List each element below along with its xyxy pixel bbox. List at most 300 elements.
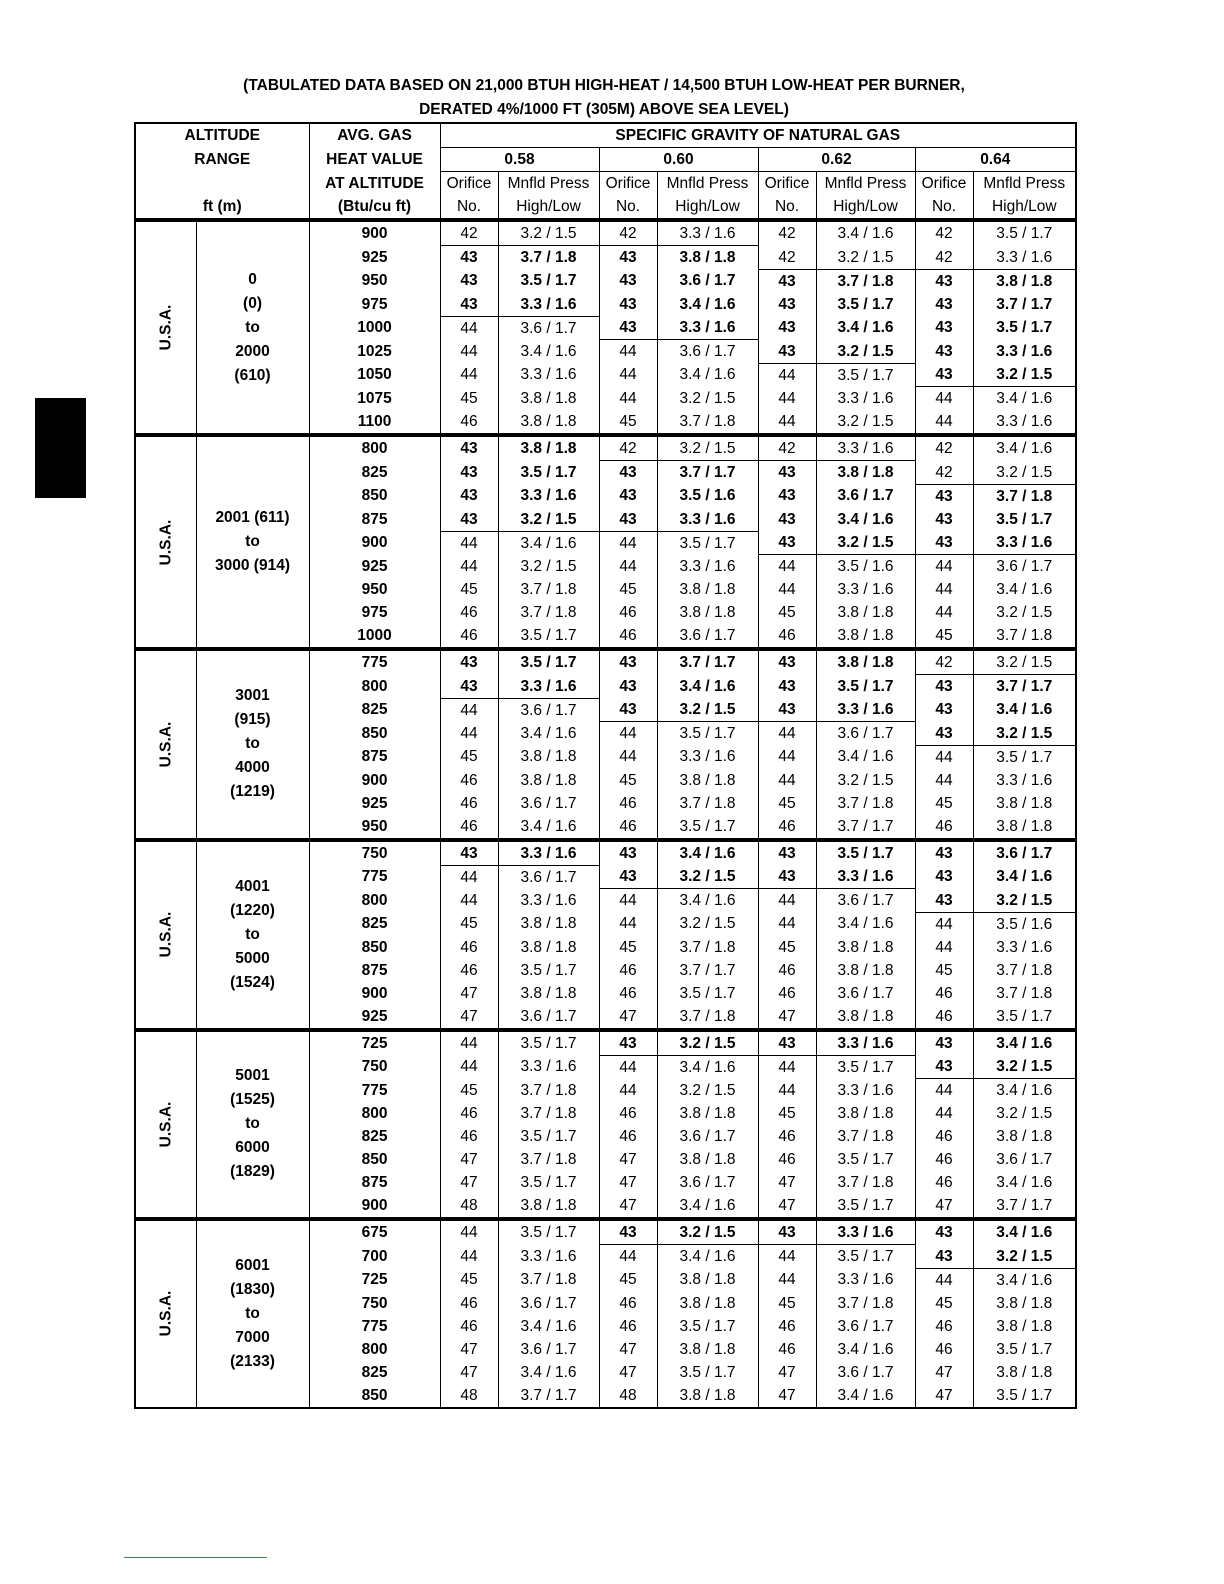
manifold-pressure-cell: 3.4 / 1.6 [816,1384,915,1408]
orifice-number-cell: 42 [599,435,657,461]
heat-value-cell: 1000 [309,316,440,340]
orifice-number-cell: 46 [758,1315,816,1338]
orifice-number-cell: 43 [599,508,657,532]
manifold-pressure-cell: 3.6 / 1.7 [657,269,758,293]
orifice-number-cell: 45 [915,1292,973,1315]
manifold-pressure-cell: 3.5 / 1.7 [498,959,599,982]
orifice-number-cell: 46 [758,982,816,1005]
orifice-number-cell: 43 [599,865,657,889]
altitude-range-cell [196,1030,309,1220]
heat-value-cell: 950 [309,578,440,601]
orifice-number-cell: 45 [915,624,973,649]
orifice-number-cell: 42 [915,461,973,485]
heat-value-cell: 775 [309,1079,440,1103]
orifice-number-cell: 44 [599,745,657,769]
header-blank [135,172,309,196]
manifold-pressure-cell: 3.4 / 1.6 [973,1079,1076,1103]
manifold-pressure-cell: 3.5 / 1.7 [973,1384,1076,1408]
manifold-pressure-cell: 3.8 / 1.8 [657,1384,758,1408]
manifold-pressure-cell: 3.4 / 1.6 [816,745,915,769]
manifold-pressure-cell: 3.3 / 1.6 [973,246,1076,270]
orifice-number-cell: 45 [440,1268,498,1292]
orifice-number-cell: 43 [915,675,973,699]
manifold-pressure-cell: 3.2 / 1.5 [657,1219,758,1245]
heat-value-cell: 900 [309,531,440,555]
heat-value-cell: 825 [309,698,440,722]
heat-value-cell: 850 [309,484,440,508]
manifold-pressure-cell: 3.8 / 1.8 [816,959,915,982]
manifold-pressure-cell: 3.7 / 1.7 [498,1384,599,1408]
orifice-number-cell: 45 [758,792,816,815]
orifice-number-cell: 44 [758,410,816,435]
manifold-pressure-cell: 3.6 / 1.7 [498,1005,599,1030]
altitude-range-line: (1220) [230,901,275,919]
manifold-pressure-cell: 3.3 / 1.6 [657,220,758,246]
orifice-number-cell: 43 [758,1219,816,1245]
manifold-pressure-cell: 3.3 / 1.6 [498,484,599,508]
manifold-pressure-cell: 3.4 / 1.6 [973,1268,1076,1292]
orifice-number-cell: 44 [599,1245,657,1269]
orifice-number-cell: 42 [758,435,816,461]
manifold-pressure-cell: 3.6 / 1.7 [816,982,915,1005]
orifice-number-cell: 47 [440,982,498,1005]
region-cell [135,220,196,435]
manifold-pressure-cell: 3.4 / 1.6 [498,722,599,746]
manifold-pressure-cell: 3.6 / 1.7 [816,722,915,746]
altitude-range-line: to [245,1115,260,1133]
table-row [135,1030,1076,1056]
manifold-pressure-cell: 3.6 / 1.7 [498,1292,599,1315]
orifice-number-cell: 43 [915,508,973,532]
heat-value-cell: 850 [309,722,440,746]
range-header: RANGE [194,151,251,168]
orifice-number-cell: 43 [915,531,973,555]
heat-value-cell: 1075 [309,387,440,411]
heat-value-cell: 800 [309,675,440,699]
manifold-pressure-cell: 3.8 / 1.8 [816,461,915,485]
orifice-number-cell: 46 [758,1148,816,1171]
manifold-pressure-cell: 3.7 / 1.8 [498,578,599,601]
region-label: U.S.A. [157,1101,175,1148]
manifold-pressure-cell: 3.7 / 1.7 [657,649,758,675]
altitude-range-cell [196,435,309,649]
manifold-pressure-cell: 3.3 / 1.6 [498,363,599,387]
orifice-number-cell: 44 [440,865,498,889]
orifice-number-cell: 45 [440,578,498,601]
heat-value-cell: 775 [309,1315,440,1338]
orifice-number-cell: 43 [915,840,973,866]
region-label: U.S.A. [157,911,175,958]
manifold-pressure-cell: 3.7 / 1.8 [816,1292,915,1315]
orifice-number-cell: 45 [440,387,498,411]
orifice-number-cell: 44 [599,555,657,579]
orifice-number-cell: 45 [440,912,498,936]
orifice-number-cell: 46 [915,1148,973,1171]
orifice-number-cell: 42 [758,220,816,246]
orifice-number-cell: 46 [599,1315,657,1338]
manifold-pressure-cell: 3.8 / 1.8 [816,624,915,649]
orifice-number-cell: 44 [599,387,657,411]
orifice-number-cell: 43 [599,649,657,675]
orifice-number-cell: 44 [440,316,498,340]
orifice-number-cell: 43 [915,722,973,746]
orifice-number-cell: 44 [915,745,973,769]
orifice-number-cell: 44 [915,1079,973,1103]
table-row [135,435,1076,461]
manifold-pressure-cell: 3.4 / 1.6 [973,1219,1076,1245]
manifold-pressure-cell: 3.7 / 1.8 [657,936,758,959]
manifold-pressure-cell: 3.7 / 1.8 [816,1171,915,1194]
manifold-pressure-cell: 3.6 / 1.7 [973,555,1076,579]
altitude-range-line: 2000 [235,342,270,360]
orifice-number-cell: 42 [915,435,973,461]
orifice-number-cell: 44 [915,1102,973,1125]
orifice-number-cell: 46 [440,769,498,792]
orifice-number-cell: 44 [915,601,973,624]
manifold-pressure-cell: 3.5 / 1.7 [816,293,915,317]
altitude-range-line: (1524) [230,973,275,991]
specific-gravity-header: SPECIFIC GRAVITY OF NATURAL GAS [440,123,1076,148]
heat-value-cell: 925 [309,792,440,815]
manifold-pressure-cell: 3.4 / 1.6 [657,293,758,317]
orifice-number-cell: 43 [440,840,498,866]
orifice-number-cell: 46 [599,624,657,649]
manifold-pressure-cell: 3.4 / 1.6 [973,387,1076,411]
manifold-pressure-cell: 3.6 / 1.7 [498,865,599,889]
manifold-pressure-cell: 3.8 / 1.8 [973,1125,1076,1148]
orifice-number-cell: 46 [440,601,498,624]
altitude-range-line: to [245,735,260,753]
orifice-no-header: No. [599,195,657,220]
heat-value-cell: 900 [309,769,440,792]
heat-value-cell: 850 [309,936,440,959]
gravity-058-header: 0.58 [440,148,599,172]
table-title-line-1: (TABULATED DATA BASED ON 21,000 BTUH HIGH-HEAT / 14,500 BTUH LOW-HEAT PER BURNER, [243,77,965,94]
heat-value-cell: 900 [309,982,440,1005]
heat-value-cell: 875 [309,745,440,769]
manifold-pressure-cell: 3.7 / 1.8 [498,1102,599,1125]
orifice-number-cell: 46 [599,601,657,624]
orifice-number-cell: 43 [599,675,657,699]
manifold-pressure-cell: 3.7 / 1.8 [973,982,1076,1005]
orifice-number-cell: 46 [440,1292,498,1315]
orifice-number-cell: 46 [758,815,816,840]
orifice-number-cell: 43 [440,649,498,675]
manifold-pressure-cell: 3.6 / 1.7 [816,1361,915,1384]
orifice-number-cell: 47 [758,1171,816,1194]
orifice-number-cell: 43 [599,246,657,270]
region-cell [135,435,196,649]
manifold-pressure-cell: 3.6 / 1.7 [973,1148,1076,1171]
heat-value-cell: 750 [309,1292,440,1315]
orifice-number-cell: 43 [758,340,816,364]
orifice-number-cell: 43 [758,316,816,340]
manifold-pressure-cell: 3.7 / 1.8 [498,246,599,270]
manifold-pressure-cell: 3.7 / 1.7 [657,959,758,982]
heat-value-cell: 850 [309,1148,440,1171]
orifice-number-cell: 46 [915,1005,973,1030]
manifold-pressure-cell: 3.2 / 1.5 [657,387,758,411]
orifice-number-cell: 43 [758,461,816,485]
orifice-number-cell: 44 [599,531,657,555]
orifice-number-cell: 46 [915,1315,973,1338]
orifice-number-cell: 46 [599,792,657,815]
manifold-pressure-cell: 3.2 / 1.5 [816,531,915,555]
manifold-pressure-cell: 3.6 / 1.7 [816,484,915,508]
heat-value-cell: 850 [309,1384,440,1408]
manifold-pressure-cell: 3.4 / 1.6 [816,912,915,936]
altitude-range-line: (1525) [230,1091,275,1109]
orifice-number-cell: 44 [599,722,657,746]
orifice-number-cell: 47 [758,1361,816,1384]
manifold-pressure-cell: 3.6 / 1.7 [498,792,599,815]
orifice-number-cell: 44 [599,363,657,387]
manifold-pressure-cell: 3.4 / 1.6 [973,1030,1076,1056]
region-label: U.S.A. [157,304,175,351]
manifold-pressure-cell: 3.5 / 1.7 [816,1194,915,1219]
manifold-pressure-cell: 3.7 / 1.8 [657,1005,758,1030]
orifice-number-cell: 43 [758,508,816,532]
manifold-pressure-cell: 3.6 / 1.7 [657,1171,758,1194]
mnfld-press-header: Mnfld Press [657,172,758,196]
heat-value-cell: 800 [309,1102,440,1125]
altitude-range-line: (1219) [230,783,275,801]
orifice-number-cell: 47 [758,1005,816,1030]
manifold-pressure-cell: 3.5 / 1.7 [498,1171,599,1194]
manifold-pressure-cell: 3.5 / 1.7 [498,461,599,485]
manifold-pressure-cell: 3.2 / 1.5 [973,1055,1076,1079]
heat-value-cell: 925 [309,246,440,270]
manifold-pressure-cell: 3.5 / 1.7 [498,624,599,649]
orifice-number-cell: 44 [758,912,816,936]
orifice-number-cell: 43 [440,246,498,270]
orifice-number-cell: 44 [758,578,816,601]
heat-value-cell: 750 [309,840,440,866]
orifice-header: Orifice [758,172,816,196]
altitude-range-line: to [245,1304,260,1322]
orifice-number-cell: 44 [599,340,657,364]
manifold-pressure-cell: 3.5 / 1.6 [816,555,915,579]
orifice-number-cell: 48 [599,1384,657,1408]
orifice-number-cell: 46 [440,624,498,649]
orifice-number-cell: 43 [599,269,657,293]
manifold-pressure-cell: 3.7 / 1.7 [657,461,758,485]
altitude-range-line: (0) [243,294,262,312]
heat-value-cell: 950 [309,815,440,840]
orifice-number-cell: 43 [599,698,657,722]
orifice-number-cell: 44 [758,1079,816,1103]
orifice-number-cell: 43 [915,340,973,364]
high-low-header: High/Low [816,195,915,220]
manifold-pressure-cell: 3.8 / 1.8 [657,1102,758,1125]
orifice-number-cell: 43 [915,865,973,889]
orifice-number-cell: 44 [440,722,498,746]
table-row [135,220,1076,246]
manifold-pressure-cell: 3.8 / 1.8 [973,1292,1076,1315]
orifice-no-header: No. [758,195,816,220]
orifice-number-cell: 44 [599,1079,657,1103]
orifice-number-cell: 44 [758,387,816,411]
manifold-pressure-cell: 3.4 / 1.6 [657,363,758,387]
gas-header-line-2: HEAT VALUE [309,148,440,172]
altitude-range-line: 4001 [235,877,270,895]
orifice-number-cell: 47 [440,1148,498,1171]
manifold-pressure-cell: 3.3 / 1.6 [816,1030,915,1056]
manifold-pressure-cell: 3.7 / 1.8 [498,1268,599,1292]
altitude-range-line: 5000 [235,949,270,967]
table-body [135,220,1076,1408]
heat-value-cell: 875 [309,508,440,532]
manifold-pressure-cell: 3.5 / 1.7 [657,815,758,840]
manifold-pressure-cell: 3.2 / 1.5 [498,508,599,532]
orifice-no-header: No. [440,195,498,220]
manifold-pressure-cell: 3.3 / 1.6 [816,1268,915,1292]
orifice-number-cell: 47 [440,1005,498,1030]
manifold-pressure-cell: 3.4 / 1.6 [657,1055,758,1079]
manifold-pressure-cell: 3.4 / 1.6 [816,1338,915,1361]
high-low-header: High/Low [657,195,758,220]
orifice-number-cell: 44 [758,745,816,769]
altitude-range-line: 3000 (914) [215,557,290,574]
heat-value-cell: 875 [309,959,440,982]
orifice-number-cell: 44 [915,555,973,579]
manifold-pressure-cell: 3.5 / 1.7 [498,649,599,675]
orifice-number-cell: 43 [599,484,657,508]
orifice-number-cell: 43 [758,531,816,555]
manifold-pressure-cell: 3.2 / 1.5 [973,1102,1076,1125]
orifice-number-cell: 46 [599,982,657,1005]
orifice-number-cell: 43 [915,889,973,913]
manifold-pressure-cell: 3.3 / 1.6 [657,555,758,579]
altitude-range-line: 3001 [235,687,270,705]
orifice-number-cell: 45 [758,601,816,624]
manifold-pressure-cell: 3.4 / 1.6 [657,675,758,699]
manifold-pressure-cell: 3.7 / 1.7 [973,1194,1076,1219]
orifice-number-cell: 43 [758,649,816,675]
region-cell [135,1219,196,1408]
orifice-number-cell: 44 [440,889,498,913]
heat-value-cell: 800 [309,435,440,461]
region-cell [135,1030,196,1220]
altitude-range-cell [196,649,309,840]
manifold-pressure-cell: 3.2 / 1.5 [657,698,758,722]
manifold-pressure-cell: 3.3 / 1.6 [498,675,599,699]
manifold-pressure-cell: 3.3 / 1.6 [973,936,1076,959]
altitude-range-line: 4000 [235,759,270,777]
manifold-pressure-cell: 3.4 / 1.6 [657,889,758,913]
manifold-pressure-cell: 3.8 / 1.8 [973,1361,1076,1384]
orifice-number-cell: 42 [599,220,657,246]
altitude-range-line: (2133) [230,1352,275,1370]
orifice-number-cell: 45 [440,1079,498,1103]
altitude-range-cell [196,840,309,1030]
orifice-number-cell: 47 [915,1194,973,1219]
orifice-number-cell: 47 [915,1361,973,1384]
manifold-pressure-cell: 3.8 / 1.8 [657,601,758,624]
gravity-060-header: 0.60 [599,148,758,172]
manifold-pressure-cell: 3.8 / 1.8 [657,1338,758,1361]
orifice-number-cell: 47 [599,1338,657,1361]
orifice-number-cell: 45 [758,1292,816,1315]
manifold-pressure-cell: 3.7 / 1.8 [498,601,599,624]
manifold-pressure-cell: 3.2 / 1.5 [498,555,599,579]
manifold-pressure-cell: 3.2 / 1.5 [657,912,758,936]
orifice-number-cell: 43 [915,363,973,387]
orifice-number-cell: 45 [758,1102,816,1125]
heat-value-cell: 825 [309,912,440,936]
manifold-pressure-cell: 3.3 / 1.6 [816,387,915,411]
high-low-header: High/Low [973,195,1076,220]
orifice-number-cell: 44 [440,555,498,579]
heat-value-cell: 800 [309,1338,440,1361]
manifold-pressure-cell: 3.2 / 1.5 [498,220,599,246]
manifold-pressure-cell: 3.8 / 1.8 [498,1194,599,1219]
manifold-pressure-cell: 3.4 / 1.6 [498,1315,599,1338]
heat-value-cell: 825 [309,1125,440,1148]
heat-value-cell: 700 [309,1245,440,1269]
orifice-number-cell: 47 [599,1194,657,1219]
orifice-number-cell: 43 [440,675,498,699]
manifold-pressure-cell: 3.8 / 1.8 [498,982,599,1005]
heat-value-cell: 800 [309,889,440,913]
orifice-number-cell: 44 [758,1055,816,1079]
manifold-pressure-cell: 3.4 / 1.6 [816,508,915,532]
orifice-number-cell: 47 [599,1148,657,1171]
heat-value-cell: 975 [309,601,440,624]
region-label: U.S.A. [157,1290,175,1337]
manifold-pressure-cell: 3.7 / 1.8 [816,1125,915,1148]
manifold-pressure-cell: 3.2 / 1.5 [816,246,915,270]
region-cell [135,649,196,840]
orifice-number-cell: 43 [599,316,657,340]
orifice-number-cell: 46 [599,1292,657,1315]
orifice-number-cell: 45 [599,578,657,601]
orifice-number-cell: 47 [599,1361,657,1384]
manifold-pressure-cell: 3.8 / 1.8 [498,410,599,435]
orifice-number-cell: 43 [915,293,973,317]
orifice-number-cell: 43 [758,293,816,317]
orifice-number-cell: 46 [915,1171,973,1194]
heat-value-cell: 825 [309,1361,440,1384]
manifold-pressure-cell: 3.8 / 1.8 [657,1292,758,1315]
orifice-number-cell: 43 [758,269,816,293]
manifold-pressure-cell: 3.3 / 1.6 [657,316,758,340]
orifice-number-cell: 43 [440,461,498,485]
manifold-pressure-cell: 3.2 / 1.5 [657,435,758,461]
manifold-pressure-cell: 3.5 / 1.7 [816,1055,915,1079]
heat-value-cell: 1025 [309,340,440,364]
altitude-range-line: (915) [234,711,271,729]
orifice-number-cell: 43 [440,435,498,461]
manifold-pressure-cell: 3.5 / 1.7 [973,1338,1076,1361]
orifice-number-cell: 42 [915,649,973,675]
manifold-pressure-cell: 3.3 / 1.6 [498,293,599,317]
manifold-pressure-cell: 3.8 / 1.8 [973,1315,1076,1338]
orifice-number-cell: 43 [915,1055,973,1079]
orifice-number-cell: 46 [440,410,498,435]
manifold-pressure-cell: 3.4 / 1.6 [498,340,599,364]
orifice-number-cell: 44 [915,410,973,435]
manifold-pressure-cell: 3.8 / 1.8 [816,936,915,959]
orifice-number-cell: 46 [915,982,973,1005]
gas-header-line-4: (Btu/cu ft) [309,195,440,220]
orifice-number-cell: 43 [915,1245,973,1269]
manifold-pressure-cell: 3.3 / 1.6 [498,840,599,866]
altitude-range-line: to [245,533,260,550]
orifice-number-cell: 44 [440,1245,498,1269]
heat-value-cell: 1100 [309,410,440,435]
orifice-number-cell: 44 [915,578,973,601]
